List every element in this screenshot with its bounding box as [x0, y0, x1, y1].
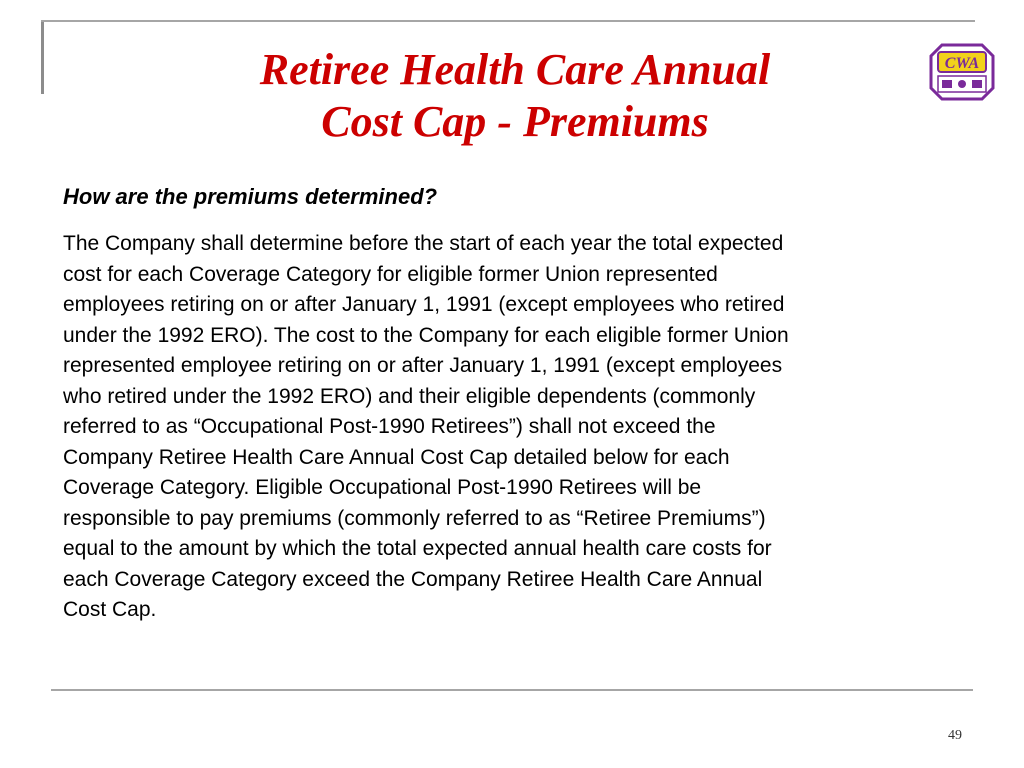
body-paragraph [63, 229, 963, 626]
subheading: How are the premiums determined? [63, 184, 438, 209]
body-line: each Coverage Category exceed the Company Retiree Health Care Annual [63, 567, 763, 591]
body-line: who retired under the 1992 ERO) and their eligible dependents (commonly [63, 384, 756, 408]
body-line: Company Retiree Health Care Annual Cost Cap detailed below for each [63, 445, 730, 469]
body-line: employees retiring on or after January 1, 1991 (except employees who retired [63, 293, 785, 316]
body-line: cost for each Coverage Category for eligible former Union represented [63, 262, 718, 286]
body-line: referred to as “Occupational Post-1990 Retirees”) shall not exceed the [63, 415, 716, 438]
footer-divider [51, 689, 973, 691]
body-line: responsible to pay premiums (commonly referred to as “Retiree Premiums”) [63, 506, 766, 530]
body-line: represented employee retiring on or after January 1, 1991 (except employees [63, 354, 783, 377]
title-line-2: Cost Cap - Premiums [321, 97, 709, 146]
body-line: Coverage Category. Eligible Occupational Post-1990 Retirees will be [63, 476, 702, 499]
slide-title [150, 44, 880, 148]
body-line: equal to the amount by which the total expected annual health care costs for [63, 537, 772, 560]
frame-top-line [41, 20, 975, 22]
frame-vertical-line [41, 20, 44, 94]
body-line: under the 1992 ERO). The cost to the Company for each eligible former Union [63, 323, 789, 347]
body-line: Cost Cap. [63, 598, 157, 621]
page-number: 49 [948, 728, 962, 743]
body-line: The Company shall determine before the start of each year the total expected [63, 232, 784, 255]
logo-text: CWA [944, 55, 980, 72]
title-line-1: Retiree Health Care Annual [259, 45, 771, 94]
cwa-logo-icon [928, 42, 996, 102]
